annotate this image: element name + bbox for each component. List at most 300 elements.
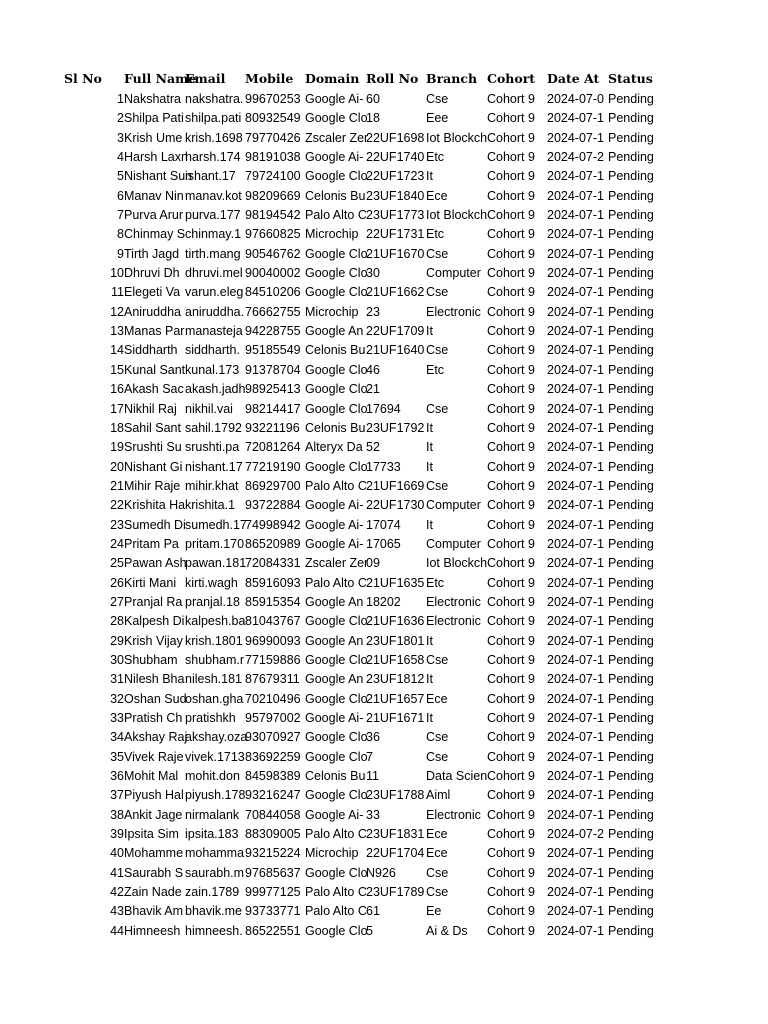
cell-date-at: 2024-07-1 — [547, 730, 604, 745]
column-header-full-name: Full Name — [124, 71, 197, 86]
cell-mobile: 85916093 — [245, 575, 301, 590]
cell-email: nikhil.vai — [185, 401, 233, 416]
cell-date-at: 2024-07-1 — [547, 749, 604, 764]
cell-roll-no: 23UF1840 — [366, 188, 425, 203]
cell-email: pawan.181 — [185, 556, 247, 571]
cell-domain: Google Clo — [305, 865, 368, 880]
cell-cohort: Cohort 9 — [487, 382, 535, 397]
cell-domain: Google Clo — [305, 111, 368, 126]
cell-date-at: 2024-07-1 — [547, 846, 604, 861]
cell-domain: Google Clo — [305, 459, 368, 474]
cell-status: Pending — [608, 169, 654, 184]
table-row — [0, 245, 768, 264]
table-row — [0, 322, 768, 341]
cell-status: Pending — [608, 672, 654, 687]
cell-sl-no: 4 — [117, 150, 124, 165]
cell-sl-no: 15 — [110, 362, 124, 377]
cell-branch: Cse — [426, 246, 449, 261]
cell-domain: Google Clo — [305, 285, 368, 300]
cell-sl-no: 34 — [110, 730, 124, 745]
cell-roll-no: 21UF1657 — [366, 691, 425, 706]
cell-cohort: Cohort 9 — [487, 324, 535, 339]
cell-domain: Celonis Bu — [305, 420, 366, 435]
column-header-date-at: Date At — [547, 71, 600, 86]
column-header-email: Email — [185, 71, 226, 86]
cell-domain: Palo Alto C — [305, 208, 367, 223]
cell-mobile: 93216247 — [245, 788, 301, 803]
cell-email: mohit.don — [185, 769, 240, 784]
cell-branch: Ece — [426, 827, 448, 842]
cell-date-at: 2024-07-1 — [547, 594, 604, 609]
cell-date-at: 2024-07-1 — [547, 130, 604, 145]
table-row — [0, 690, 768, 709]
cell-sl-no: 13 — [110, 324, 124, 339]
cell-roll-no: 23UF1812 — [366, 672, 425, 687]
cell-domain: Microchip — [305, 846, 359, 861]
cell-domain: Zscaler Zer — [305, 556, 369, 571]
cell-domain: Google An — [305, 324, 364, 339]
cell-domain: Google Clo — [305, 362, 368, 377]
cell-status: Pending — [608, 285, 654, 300]
cell-date-at: 2024-07-1 — [547, 227, 604, 242]
cell-cohort: Cohort 9 — [487, 769, 535, 784]
cell-status: Pending — [608, 614, 654, 629]
cell-cohort: Cohort 9 — [487, 575, 535, 590]
table-row — [0, 806, 768, 825]
cell-status: Pending — [608, 536, 654, 551]
table-body — [0, 90, 768, 941]
cell-domain: Google An — [305, 672, 364, 687]
cell-roll-no: 23UF1831 — [366, 827, 425, 842]
cell-cohort: Cohort 9 — [487, 246, 535, 261]
cell-mobile: 93070927 — [245, 730, 301, 745]
cell-roll-no: 18 — [366, 111, 380, 126]
cell-status: Pending — [608, 266, 654, 281]
cell-date-at: 2024-07-1 — [547, 246, 604, 261]
table-row — [0, 883, 768, 902]
table-row — [0, 458, 768, 477]
cell-cohort: Cohort 9 — [487, 865, 535, 880]
cell-cohort: Cohort 9 — [487, 672, 535, 687]
cell-cohort: Cohort 9 — [487, 169, 535, 184]
table-row — [0, 361, 768, 380]
cell-sl-no: 28 — [110, 614, 124, 629]
cell-branch: Cse — [426, 865, 449, 880]
table-row — [0, 825, 768, 844]
cell-cohort: Cohort 9 — [487, 614, 535, 629]
cell-roll-no: 23UF1788 — [366, 788, 425, 803]
cell-status: Pending — [608, 420, 654, 435]
cell-mobile: 80932549 — [245, 111, 301, 126]
cell-mobile: 91378704 — [245, 362, 301, 377]
cell-sl-no: 16 — [110, 382, 124, 397]
cell-status: Pending — [608, 440, 654, 455]
cell-domain: Zscaler Zer — [305, 130, 369, 145]
cell-full-name: Shubham — [124, 652, 178, 667]
cell-date-at: 2024-07-1 — [547, 285, 604, 300]
cell-mobile: 98214417 — [245, 401, 301, 416]
cell-cohort: Cohort 9 — [487, 846, 535, 861]
cell-full-name: Akash Sac — [124, 382, 184, 397]
cell-date-at: 2024-07-1 — [547, 536, 604, 551]
cell-branch: Electronic — [426, 594, 481, 609]
cell-full-name: Kunal Sant — [124, 362, 186, 377]
cell-full-name: Bhavik Am — [124, 904, 184, 919]
cell-full-name: Manav Nin — [124, 188, 184, 203]
cell-mobile: 79770426 — [245, 130, 301, 145]
cell-domain: Google An — [305, 633, 364, 648]
cell-branch: Computer — [426, 536, 481, 551]
cell-full-name: Nakshatra — [124, 92, 181, 106]
cell-status: Pending — [608, 111, 654, 126]
cell-email: sumedh.17 — [185, 517, 247, 532]
table-row — [0, 148, 768, 167]
column-header-mobile: Mobile — [245, 71, 294, 86]
cell-branch: It — [426, 633, 433, 648]
cell-branch: Electronic — [426, 614, 481, 629]
cell-roll-no: 7 — [366, 749, 373, 764]
cell-roll-no: 23UF1773 — [366, 208, 425, 223]
cell-mobile: 76662755 — [245, 304, 301, 319]
cell-mobile: 72081264 — [245, 440, 301, 455]
cell-cohort: Cohort 9 — [487, 788, 535, 803]
cell-mobile: 88309005 — [245, 827, 301, 842]
cell-mobile: 97660825 — [245, 227, 301, 242]
cell-branch: Cse — [426, 401, 449, 416]
cell-mobile: 94228755 — [245, 324, 301, 339]
cell-branch: Ece — [426, 691, 448, 706]
cell-roll-no: 36 — [366, 730, 380, 745]
cell-full-name: Sumedh Di — [124, 517, 186, 532]
cell-status: Pending — [608, 382, 654, 397]
cell-sl-no: 20 — [110, 459, 124, 474]
table-row — [0, 206, 768, 225]
cell-full-name: Dhruvi Dh — [124, 266, 180, 281]
cell-email: ishant.17 — [185, 169, 236, 184]
cell-domain: Palo Alto C — [305, 575, 367, 590]
cell-branch: It — [426, 169, 433, 184]
cell-date-at: 2024-07-1 — [547, 691, 604, 706]
table-row — [0, 709, 768, 728]
cell-status: Pending — [608, 517, 654, 532]
cell-mobile: 98194542 — [245, 208, 301, 223]
cell-full-name: Purva Arur — [124, 208, 184, 223]
cell-date-at: 2024-07-1 — [547, 324, 604, 339]
table-row — [0, 844, 768, 863]
cell-roll-no: 21UF1669 — [366, 478, 425, 493]
cell-email: varun.eleg — [185, 285, 244, 300]
cell-branch: It — [426, 324, 433, 339]
cell-email: kalpesh.ba — [185, 614, 246, 629]
cell-domain: Celonis Bu — [305, 188, 366, 203]
cell-roll-no: 52 — [366, 440, 380, 455]
cell-full-name: Saurabh S — [124, 865, 184, 880]
cell-status: Pending — [608, 362, 654, 377]
cell-roll-no: 23 — [366, 304, 380, 319]
cell-cohort: Cohort 9 — [487, 478, 535, 493]
cell-sl-no: 23 — [110, 517, 124, 532]
cell-cohort: Cohort 9 — [487, 594, 535, 609]
cell-domain: Alteryx Da — [305, 440, 363, 455]
cell-domain: Google Ai- — [305, 150, 364, 165]
cell-email: manasteja — [185, 324, 243, 339]
table-row — [0, 632, 768, 651]
cell-full-name: Srushti Su — [124, 440, 182, 455]
cell-cohort: Cohort 9 — [487, 304, 535, 319]
cell-date-at: 2024-07-1 — [547, 304, 604, 319]
cell-email: oshan.gha — [185, 691, 244, 706]
cell-cohort: Cohort 9 — [487, 227, 535, 242]
cell-roll-no: 22UF1723 — [366, 169, 425, 184]
cell-full-name: Krish Ume — [124, 130, 183, 145]
cell-date-at: 2024-07-1 — [547, 865, 604, 880]
cell-date-at: 2024-07-1 — [547, 401, 604, 416]
table-row — [0, 438, 768, 457]
cell-domain: Google Clo — [305, 691, 368, 706]
cell-branch: Iot Blockch — [426, 208, 488, 223]
table-row — [0, 728, 768, 747]
cell-sl-no: 39 — [110, 827, 124, 842]
cell-domain: Google Clo — [305, 401, 368, 416]
cell-full-name: Pritam Pa — [124, 536, 179, 551]
cell-branch: Ece — [426, 188, 448, 203]
cell-mobile: 77219190 — [245, 459, 301, 474]
cell-email: akshay.oza — [185, 730, 248, 745]
cell-cohort: Cohort 9 — [487, 188, 535, 203]
cell-mobile: 99670253 — [245, 92, 301, 106]
cell-cohort: Cohort 9 — [487, 633, 535, 648]
table-row — [0, 574, 768, 593]
cell-sl-no: 24 — [110, 536, 124, 551]
cell-roll-no: 22UF1709 — [366, 324, 425, 339]
cell-sl-no: 33 — [110, 711, 124, 725]
table-row — [0, 400, 768, 419]
cell-roll-no: 21UF1662 — [366, 285, 425, 300]
cell-status: Pending — [608, 923, 654, 938]
cell-mobile: 93722884 — [245, 498, 301, 513]
cell-mobile: 93733771 — [245, 904, 301, 919]
cell-full-name: Harsh Laxn — [124, 150, 188, 165]
cell-mobile: 98191038 — [245, 150, 301, 165]
table-row — [0, 922, 768, 941]
cell-branch: Cse — [426, 730, 449, 745]
cell-domain: Google Clo — [305, 382, 368, 397]
column-header-sl-no: Sl No — [64, 71, 102, 86]
cell-sl-no: 30 — [110, 652, 124, 667]
cell-status: Pending — [608, 478, 654, 493]
cell-branch: Cse — [426, 652, 449, 667]
cell-date-at: 2024-07-1 — [547, 923, 604, 938]
cell-date-at: 2024-07-1 — [547, 652, 604, 667]
table-row — [0, 109, 768, 128]
cell-domain: Google Clo — [305, 614, 368, 629]
cell-sl-no: 42 — [110, 885, 124, 900]
cell-branch: Etc — [426, 227, 445, 242]
cell-domain: Palo Alto C — [305, 885, 367, 900]
cell-branch: Data Scien — [426, 769, 488, 784]
cell-cohort: Cohort 9 — [487, 498, 535, 513]
cell-email: srushti.pa — [185, 440, 240, 455]
cell-roll-no: 61 — [366, 904, 380, 919]
cell-mobile: 81043767 — [245, 614, 301, 629]
table-row — [0, 341, 768, 360]
cell-email: nakshatra. — [185, 92, 244, 106]
cell-date-at: 2024-07-1 — [547, 420, 604, 435]
table-row — [0, 477, 768, 496]
cell-sl-no: 5 — [117, 169, 124, 184]
cell-email: saurabh.m — [185, 865, 245, 880]
column-header-status: Status — [608, 71, 653, 86]
cell-email: purva.177 — [185, 208, 241, 223]
cell-email: akash.jadh — [185, 382, 246, 397]
cell-sl-no: 43 — [110, 904, 124, 919]
cell-cohort: Cohort 9 — [487, 730, 535, 745]
cell-branch: Cse — [426, 92, 449, 106]
cell-status: Pending — [608, 788, 654, 803]
cell-email: chinmay.1 — [185, 227, 242, 242]
cell-sl-no: 8 — [117, 227, 124, 242]
cell-full-name: Tirth Jagd — [124, 246, 180, 261]
cell-branch: Ece — [426, 846, 448, 861]
column-header-domain: Domain — [305, 71, 360, 86]
cell-mobile: 87679311 — [245, 672, 300, 687]
cell-full-name: Mihir Raje — [124, 478, 181, 493]
cell-domain: Google Ai- — [305, 498, 364, 513]
cell-status: Pending — [608, 885, 654, 900]
cell-cohort: Cohort 9 — [487, 92, 535, 106]
cell-email: tirth.mang — [185, 246, 241, 261]
cell-email: shubham.r — [185, 652, 245, 667]
cell-roll-no: 22UF1698 — [366, 130, 425, 145]
cell-email: kunal.173 — [185, 362, 240, 377]
cell-roll-no: 23UF1789 — [366, 885, 425, 900]
cell-email: pratishkh — [185, 711, 236, 725]
cell-full-name: Kirti Mani — [124, 575, 177, 590]
cell-mobile: 93221196 — [245, 420, 300, 435]
table-row — [0, 129, 768, 148]
cell-status: Pending — [608, 691, 654, 706]
cell-date-at: 2024-07-1 — [547, 478, 604, 493]
cell-full-name: Manas Par — [124, 324, 185, 339]
cell-domain: Google Clo — [305, 652, 368, 667]
cell-email: mihir.khat — [185, 478, 239, 493]
cell-roll-no: 46 — [366, 362, 380, 377]
cell-date-at: 2024-07-1 — [547, 208, 604, 223]
cell-sl-no: 35 — [110, 749, 124, 764]
cell-cohort: Cohort 9 — [487, 691, 535, 706]
table-row — [0, 670, 768, 689]
table-row — [0, 535, 768, 554]
cell-full-name: Mohamme — [124, 846, 184, 861]
cell-date-at: 2024-07-1 — [547, 362, 604, 377]
cell-email: piyush.178 — [185, 788, 246, 803]
cell-cohort: Cohort 9 — [487, 904, 535, 919]
cell-mobile: 79724100 — [245, 169, 301, 184]
cell-branch: Eee — [426, 111, 449, 126]
cell-sl-no: 22 — [110, 498, 124, 513]
cell-full-name: Oshan Sud — [124, 691, 187, 706]
cell-date-at: 2024-07-1 — [547, 459, 604, 474]
cell-full-name: Ankit Jage — [124, 807, 183, 822]
cell-roll-no: 22UF1704 — [366, 846, 425, 861]
cell-full-name: Vivek Raje — [124, 749, 184, 764]
cell-date-at: 2024-07-1 — [547, 807, 604, 822]
cell-status: Pending — [608, 556, 654, 571]
cell-date-at: 2024-07-1 — [547, 711, 604, 725]
cell-mobile: 90040002 — [245, 266, 301, 281]
cell-cohort: Cohort 9 — [487, 652, 535, 667]
table-row — [0, 225, 768, 244]
cell-cohort: Cohort 9 — [487, 208, 535, 223]
cell-email: shilpa.pati — [185, 111, 242, 126]
table-row — [0, 283, 768, 302]
cell-branch: Electronic — [426, 304, 481, 319]
cell-cohort: Cohort 9 — [487, 459, 535, 474]
cell-roll-no: 21UF1636 — [366, 614, 425, 629]
cell-branch: Cse — [426, 343, 449, 358]
table-row — [0, 786, 768, 805]
cell-date-at: 2024-07-1 — [547, 904, 604, 919]
cell-status: Pending — [608, 304, 654, 319]
cell-email: krish.1698 — [185, 130, 243, 145]
cell-sl-no: 31 — [110, 672, 124, 687]
cell-roll-no: 30 — [366, 266, 380, 281]
cell-mobile: 99977125 — [245, 885, 301, 900]
cell-sl-no: 37 — [110, 788, 124, 803]
table-row — [0, 593, 768, 612]
table-row — [0, 612, 768, 631]
cell-mobile: 97685637 — [245, 865, 301, 880]
cell-sl-no: 25 — [110, 556, 124, 571]
cell-cohort: Cohort 9 — [487, 827, 535, 842]
cell-status: Pending — [608, 652, 654, 667]
cell-domain: Google Ai- — [305, 807, 364, 822]
cell-roll-no: 23UF1801 — [366, 633, 425, 648]
cell-full-name: Himneesh — [124, 923, 181, 938]
cell-full-name: Pratish Ch — [124, 711, 183, 725]
cell-status: Pending — [608, 227, 654, 242]
cell-roll-no: N926 — [366, 865, 396, 880]
cell-status: Pending — [608, 150, 654, 165]
cell-status: Pending — [608, 594, 654, 609]
table-row — [0, 380, 768, 399]
cell-roll-no: 22UF1740 — [366, 150, 425, 165]
cell-branch: Etc — [426, 575, 445, 590]
cell-date-at: 2024-07-1 — [547, 440, 604, 455]
cell-branch: Iot Blockch — [426, 130, 488, 145]
cell-roll-no: 17733 — [366, 459, 401, 474]
cell-branch: Aiml — [426, 788, 451, 803]
cell-branch: Cse — [426, 749, 449, 764]
cell-roll-no: 18202 — [366, 594, 401, 609]
cell-email: zain.1789 — [185, 885, 240, 900]
cell-sl-no: 27 — [110, 594, 124, 609]
cell-full-name: Akshay Raj — [124, 730, 188, 745]
cell-status: Pending — [608, 749, 654, 764]
cell-date-at: 2024-07-1 — [547, 111, 604, 126]
table-row — [0, 167, 768, 186]
cell-sl-no: 44 — [110, 923, 124, 938]
column-header-branch: Branch — [426, 71, 478, 86]
cell-cohort: Cohort 9 — [487, 401, 535, 416]
cell-mobile: 74998942 — [245, 517, 301, 532]
cell-status: Pending — [608, 459, 654, 474]
cell-full-name: Piyush Hal — [124, 788, 184, 803]
cell-mobile: 86929700 — [245, 478, 301, 493]
cell-mobile: 72084331 — [245, 556, 301, 571]
cell-roll-no: 21 — [366, 382, 380, 397]
cell-sl-no: 19 — [110, 440, 124, 455]
